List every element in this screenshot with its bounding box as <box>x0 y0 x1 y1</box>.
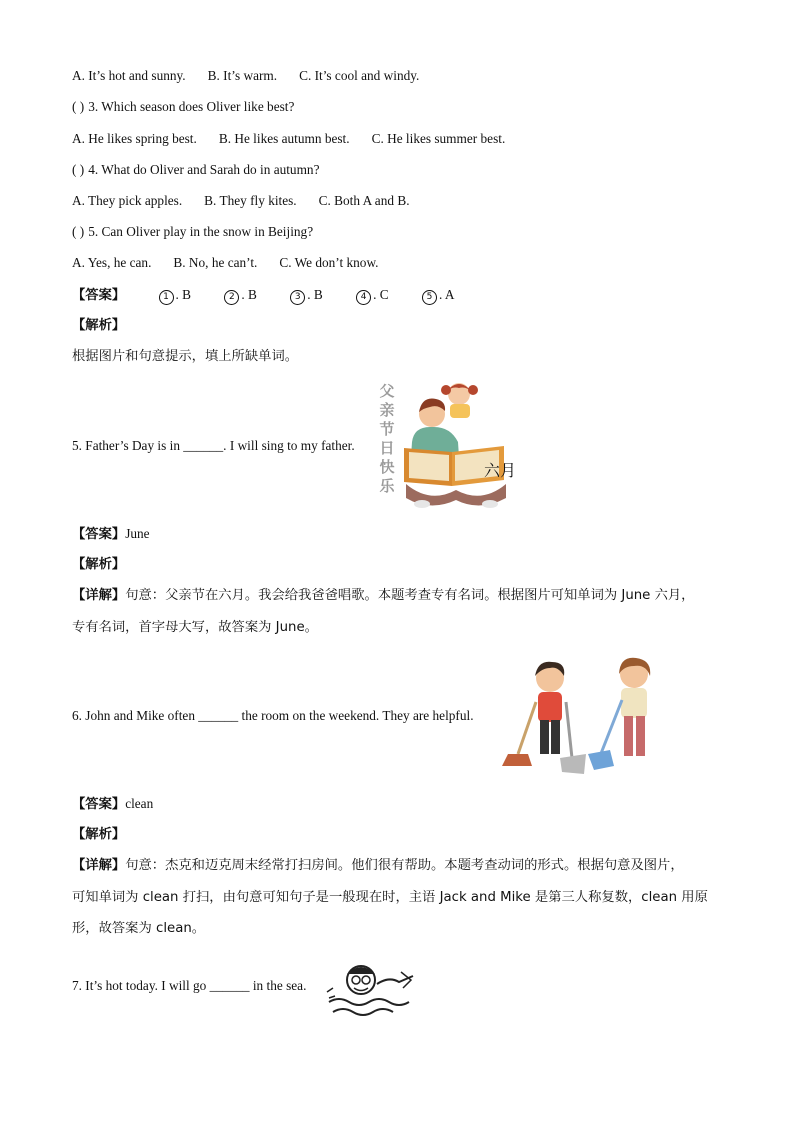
answer-item: 4 . C <box>356 285 389 305</box>
swimming-boy-illustration <box>325 958 421 1022</box>
q3-options <box>72 129 505 149</box>
option-b: B. They fly kites. <box>204 193 297 208</box>
q5-options <box>72 253 379 273</box>
detail-line: 可知单词为 clean 打扫，由句意可知句子是一般现在时，主语 Jack and Mike 是第三人称复数，clean 用原 <box>72 890 708 905</box>
option-c: C. It’s cool and windy. <box>299 68 420 83</box>
q2-options <box>72 66 419 86</box>
question-4 <box>72 160 319 180</box>
circled-number: 1 <box>159 290 174 305</box>
option-a: A. They pick apples. <box>72 193 183 208</box>
fill-question-7: 7. It’s hot today. I will go ______ in the sea. <box>72 978 307 993</box>
fill6-answer-row <box>72 794 153 815</box>
q4-options <box>72 191 410 211</box>
option-a: A. Yes, he can. <box>72 255 152 270</box>
answer-bracket: ( ) <box>72 162 85 177</box>
question-5 <box>72 222 313 242</box>
fill-question-6: 6. John and Mike often ______ the room on the weekend. They are helpful. <box>72 708 474 723</box>
answer-item: 3 . B <box>290 285 323 305</box>
answer-tag: 【答案】 <box>72 797 126 812</box>
answer-value: June <box>125 526 150 541</box>
circled-number: 4 <box>356 290 371 305</box>
circled-number: 3 <box>290 290 305 305</box>
question-3 <box>72 97 294 117</box>
option-b: B. It’s warm. <box>207 68 278 83</box>
option-c: C. He likes summer best. <box>371 131 506 146</box>
section-instruction: 根据图片和句意提示，填上所缺单词。 <box>72 349 299 364</box>
swimmer-icon <box>325 958 421 1022</box>
answer-item: 1 . B <box>159 285 192 305</box>
option-b: B. No, he can’t. <box>173 255 258 270</box>
vertical-greeting: 父 亲 节 日 快 乐 <box>379 382 395 495</box>
detail-line: 形，故答案为 clean。 <box>72 921 206 936</box>
option-c: C. We don’t know. <box>279 255 379 270</box>
option-a: A. It’s hot and sunny. <box>72 68 186 83</box>
fill-question-5: 5. Father’s Day is in ______. I will sing to my father. <box>72 438 355 453</box>
option-c: C. Both A and B. <box>318 193 410 208</box>
circled-number: 2 <box>224 290 239 305</box>
fathers-day-illustration <box>374 380 534 515</box>
image-caption: 六月 <box>484 461 517 480</box>
answer-item: 5 . A <box>422 285 455 305</box>
answer-value: clean <box>125 796 154 811</box>
detail-tag: 【详解】 <box>72 858 126 873</box>
question-text: 4. What do Oliver and Sarah do in autumn? <box>88 162 320 177</box>
answer-tag: 【答案】 <box>72 527 126 542</box>
answer-row <box>72 285 484 306</box>
boys-sweeping-illustration <box>500 654 670 780</box>
answer-bracket: ( ) <box>72 99 85 114</box>
analysis-tag: 【解析】 <box>72 318 126 333</box>
option-a: A. He likes spring best. <box>72 131 197 146</box>
option-b: B. He likes autumn best. <box>218 131 350 146</box>
question-text: 3. Which season does Oliver like best? <box>88 99 295 114</box>
detail-tag: 【详解】 <box>72 588 126 603</box>
circled-number: 5 <box>422 290 437 305</box>
detail-line: 【详解】句意：父亲节在六月。我会给我爸爸唱歌。本题考查专有名词。根据图片可知单词为 June 六月， <box>72 588 695 603</box>
answer-item: 2 . B <box>224 285 257 305</box>
question-text: 5. Can Oliver play in the snow in Beijing? <box>88 224 314 239</box>
detail-line: 专有名词，首字母大写，故答案为 June。 <box>72 620 318 635</box>
answer-bracket: ( ) <box>72 224 85 239</box>
analysis-tag: 【解析】 <box>72 557 126 572</box>
answer-tag: 【答案】 <box>72 288 126 303</box>
analysis-tag: 【解析】 <box>72 827 126 842</box>
detail-line: 【详解】句意：杰克和迈克周末经常打扫房间。他们很有帮助。本题考查动词的形式。根据句意及图片， <box>72 858 684 873</box>
fill5-answer-row <box>72 524 150 545</box>
sweeping-boys-icon <box>500 654 670 780</box>
father-daughter-reading-icon <box>400 380 512 512</box>
